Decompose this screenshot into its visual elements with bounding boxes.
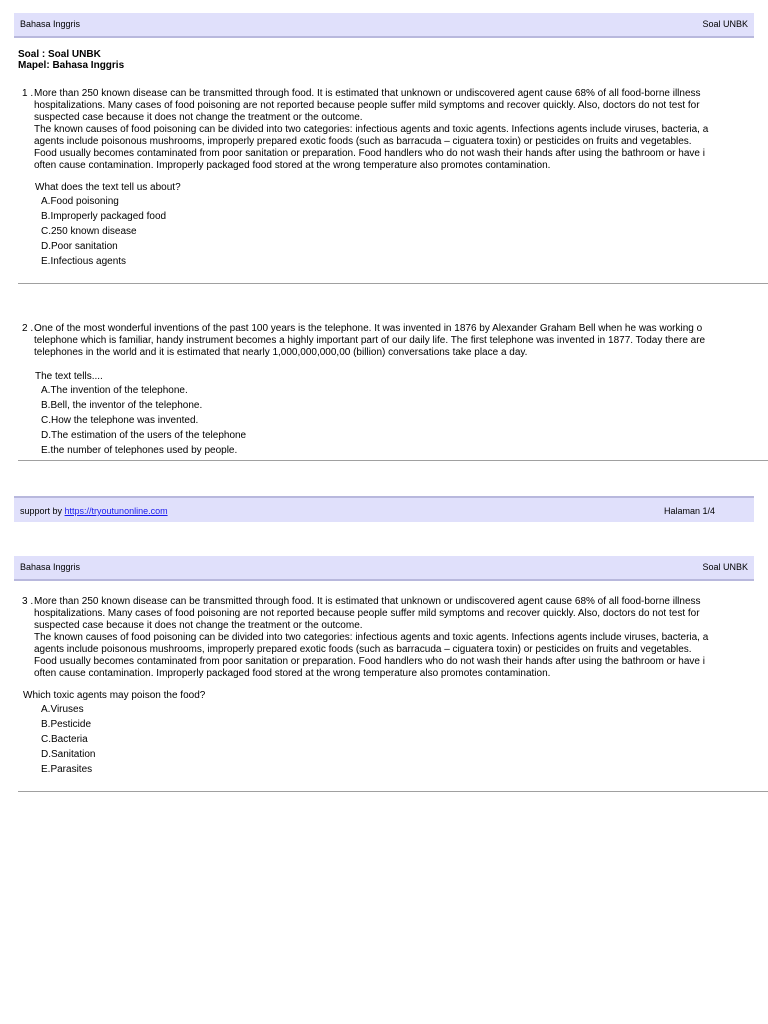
header-subject: Bahasa Inggris (20, 19, 81, 29)
question-divider (18, 283, 768, 284)
passage-line: The known causes of food poisoning can be divided into two categories: infectious agents and toxic agents. Infections agents include viruses, bacteria, a (34, 632, 709, 643)
passage-line: One of the most wonderful inventions of the past 100 years is the telephone. It was invented in 1876 by Alexander Graham Bell when he was working o (34, 323, 703, 334)
question-divider (18, 791, 768, 792)
answer-option-a[interactable]: A.Food poisoning (41, 196, 119, 207)
answer-options (41, 196, 166, 271)
answer-option-c[interactable]: C.250 known disease (41, 226, 137, 237)
passage-line: Food usually becomes contaminated from poor sanitation or preparation. Food handlers who do not wash their hands after using the bathroom or have i (34, 656, 705, 667)
question-passage (34, 596, 708, 680)
answer-option-e[interactable]: E.the number of telephones used by people. (41, 445, 238, 456)
question-prompt: The text tells.... (35, 371, 103, 382)
answer-option-a[interactable]: A.Viruses (41, 704, 84, 715)
answer-option-d[interactable]: D.The estimation of the users of the telephone (41, 430, 247, 441)
footer-support (20, 506, 168, 516)
passage-line: often cause contamination. Improperly packaged food stored at the wrong temperature also promotes contamination. (34, 160, 551, 171)
meta-block (18, 49, 124, 71)
answer-option-c[interactable]: C.How the telephone was invented. (41, 415, 199, 426)
support-label: support by (20, 506, 65, 516)
answer-option-a[interactable]: A.The invention of the telephone. (41, 385, 188, 396)
question-prompt: What does the text tell us about? (35, 182, 181, 193)
passage-line: suspected case because it does not change the treatment or the outcome. (34, 620, 363, 631)
header-type: Soal UNBK (702, 19, 748, 29)
answer-options (41, 704, 95, 779)
passage-line: suspected case because it does not change the treatment or the outcome. (34, 112, 363, 123)
question-prompt: Which toxic agents may poison the food? (23, 690, 206, 701)
support-link[interactable]: https://tryoutunonline.com (64, 506, 168, 516)
question-number: 3 . (22, 596, 34, 607)
meta-mapel: Mapel: Bahasa Inggris (18, 60, 125, 71)
passage-line: telephones in the world and it is estimated that nearly 1,000,000,000,00 (billion) conversations take place a day. (34, 347, 528, 358)
passage-line: hospitalizations. Many cases of food poisoning are not reported because people suffer mild symptoms and recover quickly. Also, doctors do not test for (34, 100, 700, 111)
question-divider (18, 460, 768, 461)
passage-line: More than 250 known disease can be transmitted through food. It is estimated that unknown or undiscovered agent cause 68% of all food-borne illness (34, 596, 701, 607)
question-number: 1 . (22, 88, 34, 99)
answer-options (41, 385, 246, 460)
answer-option-b[interactable]: B.Improperly packaged food (41, 211, 167, 222)
answer-option-d[interactable]: D.Poor sanitation (41, 241, 118, 252)
question-number: 2 . (22, 323, 34, 334)
answer-option-b[interactable]: B.Pesticide (41, 719, 92, 730)
page-header (14, 556, 754, 581)
passage-line: More than 250 known disease can be transmitted through food. It is estimated that unknown or undiscovered agent cause 68% of all food-borne illness (34, 88, 701, 99)
page-footer (14, 496, 754, 522)
passage-line: often cause contamination. Improperly packaged food stored at the wrong temperature also promotes contamination. (34, 668, 551, 679)
meta-soal: Soal : Soal UNBK (18, 49, 101, 60)
question-passage (34, 88, 708, 172)
passage-line: agents include poisonous mushrooms, improperly prepared exotic foods (such as barracuda – ciguatera toxin) or pesticides on fruits and vegetables. (34, 644, 692, 655)
passage-line: The known causes of food poisoning can be divided into two categories: infectious agents and toxic agents. Infections agents include viruses, bacteria, a (34, 124, 709, 135)
answer-option-b[interactable]: B.Bell, the inventor of the telephone. (41, 400, 203, 411)
answer-option-e[interactable]: E.Parasites (41, 764, 93, 775)
answer-option-e[interactable]: E.Infectious agents (41, 256, 127, 267)
answer-option-d[interactable]: D.Sanitation (41, 749, 96, 760)
header-subject: Bahasa Inggris (20, 562, 81, 572)
passage-line: hospitalizations. Many cases of food poisoning are not reported because people suffer mild symptoms and recover quickly. Also, doctors do not test for (34, 608, 700, 619)
page-number: Halaman 1/4 (663, 506, 715, 516)
answer-option-c[interactable]: C.Bacteria (41, 734, 88, 745)
passage-line: telephone which is familiar, handy instrument becomes a highly important part of our daily life. The first telephone was invented in 1877. Today there are (34, 335, 706, 346)
header-type: Soal UNBK (702, 562, 748, 572)
page-header (14, 13, 754, 38)
question-passage (34, 323, 705, 359)
passage-line: Food usually becomes contaminated from poor sanitation or preparation. Food handlers who do not wash their hands after using the bathroom or have i (34, 148, 705, 159)
passage-line: agents include poisonous mushrooms, improperly prepared exotic foods (such as barracuda – ciguatera toxin) or pesticides on fruits and vegetables. (34, 136, 692, 147)
